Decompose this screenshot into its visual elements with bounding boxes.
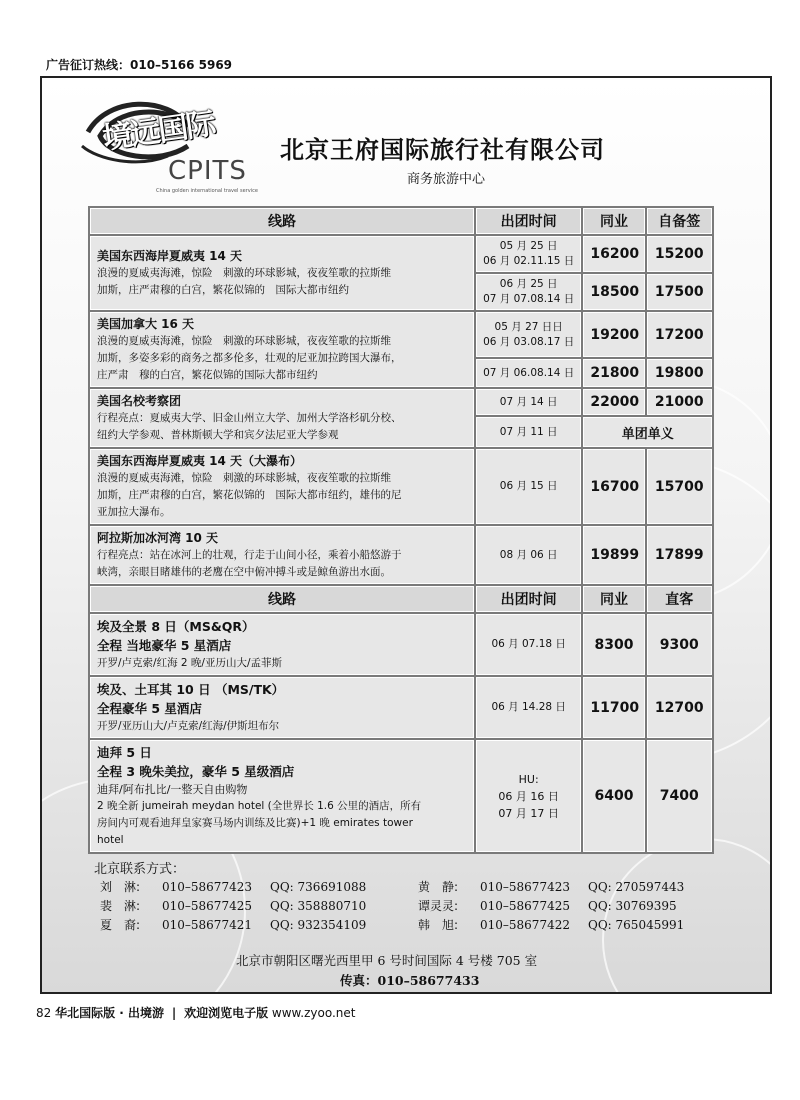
price-own-visa: 17500	[647, 274, 712, 310]
logo-english-text: CPITS	[168, 156, 247, 186]
contact-row	[100, 916, 366, 933]
route-title: 埃及全景 8 日（MS&QR）	[97, 619, 255, 634]
route-desc: 行程亮点：夏威夷大学、旧金山州立大学、加州大学洛杉矶分校、	[97, 412, 402, 424]
route-cell	[90, 677, 474, 738]
departure-date: 08 月 06 日	[476, 526, 581, 584]
route-desc: hotel	[97, 834, 124, 846]
route-title: 美国东西海岸夏威夷 14 天（大瀑布）	[97, 454, 303, 468]
price-own-visa: 21000	[647, 389, 712, 415]
price-trade: 18500	[583, 274, 644, 310]
route-title: 美国加拿大 16 天	[97, 317, 195, 331]
header-departure: 出团时间	[476, 208, 581, 234]
business-center: 商务旅游中心	[407, 172, 486, 187]
route-title: 埃及、土耳其 10 日 （MS/TK）	[97, 682, 285, 697]
logo-chinese-text: 境远国际	[100, 106, 217, 157]
company-name: 北京王府国际旅行社有限公司	[280, 136, 605, 164]
route-desc: 开罗/亚历山大/卢克索/红海/伊斯坦布尔	[97, 720, 280, 732]
header-direct-price: 直客	[647, 586, 712, 612]
contact-phone: 010–58677421	[162, 918, 252, 932]
route-title: 阿拉斯加冰河湾 10 天	[97, 531, 219, 545]
contact-phone: 010–58677423	[162, 880, 252, 894]
header-trade-price: 同业	[583, 586, 644, 612]
table-header-row	[90, 586, 712, 612]
contact-qq: QQ: 358880710	[270, 899, 367, 913]
route-subtitle: 全程 当地豪华 5 星酒店	[97, 638, 232, 653]
table-row	[90, 312, 712, 357]
company-logo	[64, 96, 258, 196]
ad-frame	[40, 76, 772, 994]
price-trade: 16700	[583, 449, 644, 524]
route-desc: 浪漫的夏威夷海滩，惊险 刺激的环球影城，夜夜笙歌的拉斯维	[97, 267, 391, 279]
header-own-visa: 自备签	[647, 208, 712, 234]
price-direct: 9300	[647, 614, 712, 675]
departure-date: 06 月 16 日	[498, 789, 559, 803]
route-cell	[90, 449, 474, 524]
price-trade: 8300	[583, 614, 644, 675]
departure-date: 06 月 14.28 日	[476, 677, 581, 738]
logo-subtitle: China golden international travel service	[156, 188, 258, 194]
route-desc: 加斯，多姿多彩的商务之都多伦多，壮观的尼亚加拉跨国大瀑布，	[97, 352, 402, 364]
page-footer	[36, 1004, 355, 1021]
table-row	[90, 677, 712, 738]
departure-date: 05 月 27 日日	[494, 320, 563, 333]
route-cell	[90, 740, 474, 852]
price-own-visa: 15700	[647, 449, 712, 524]
departure-cell	[476, 274, 581, 310]
departure-date: 06 月 02.11.15 日	[483, 255, 575, 267]
table-row	[90, 389, 712, 415]
route-desc: 开罗/卢克索/红海 2 晚/亚历山大/孟菲斯	[97, 657, 283, 669]
departure-date: 06 月 15 日	[476, 449, 581, 524]
contact-name: 黄 静:	[418, 880, 459, 894]
departure-date: 07 月 07.08.14 日	[483, 293, 575, 305]
table-header-row	[90, 208, 712, 234]
ad-hotline: 广告征订热线：010–5166 5969	[46, 58, 233, 72]
route-title: 美国东西海岸夏威夷 14 天	[97, 249, 243, 263]
departure-date: 05 月 25 日	[499, 240, 558, 252]
route-cell	[90, 236, 474, 310]
route-subtitle: 全程 3 晚朱美拉，豪华 5 星级酒店	[97, 764, 295, 779]
contact-name: 韩 旭:	[418, 918, 459, 932]
departure-date: 06 月 25 日	[499, 278, 558, 290]
route-desc: 房间内可观看迪拜皇家赛马场内训练及比赛)+1 晚 emirates tower	[97, 817, 413, 829]
contact-name: 夏 裔:	[100, 918, 141, 932]
route-title: 迪拜 5 日	[97, 745, 152, 760]
airline-label: HU:	[518, 772, 539, 786]
departure-date: 06 月 03.08.17 日	[483, 335, 575, 348]
contact-row	[100, 897, 366, 914]
price-direct: 7400	[647, 740, 712, 852]
route-cell	[90, 389, 474, 447]
route-desc: 2 晚全新 jumeirah meydan hotel (全世界长 1.6 公里的酒店，所有	[97, 800, 422, 812]
contact-phone: 010–58677425	[162, 899, 252, 913]
route-desc: 庄严肃 穆的白宫，繁花似锦的国际大都市纽约	[97, 369, 318, 381]
route-desc: 加斯，庄严肃穆的白宫，繁花似锦的 国际大都市纽约	[97, 284, 349, 296]
page-number: 82	[36, 1006, 52, 1020]
table-row	[90, 449, 712, 524]
header-route: 线路	[90, 208, 474, 234]
price-trade: 22000	[583, 389, 644, 415]
route-desc: 亚加拉大瀑布。	[97, 506, 171, 518]
departure-cell	[476, 236, 581, 272]
route-desc: 行程亮点：站在冰河上的壮观，行走于山间小径，乘着小船悠游于	[97, 549, 402, 561]
table-row	[90, 614, 712, 675]
table-row	[90, 740, 712, 852]
header-route: 线路	[90, 586, 474, 612]
contact-qq: QQ: 765045991	[588, 918, 685, 932]
route-cell	[90, 312, 474, 387]
price-own-visa: 17200	[647, 312, 712, 357]
departure-cell	[476, 740, 581, 852]
contact-row	[418, 916, 684, 933]
route-subtitle: 全程豪华 5 星酒店	[97, 701, 202, 716]
contact-qq: QQ: 30769395	[588, 899, 677, 913]
departure-date: 07 月 06.08.14 日	[476, 359, 581, 387]
contact-name: 谭灵灵:	[418, 899, 459, 913]
route-desc: 加斯，庄严肃穆的白宫，繁花似锦的 国际大都市纽约，雄伟的尼	[97, 489, 402, 501]
contact-qq: QQ: 932354109	[270, 918, 367, 932]
departure-date: 07 月 11 日	[476, 417, 581, 447]
price-trade: 19200	[583, 312, 644, 357]
price-trade: 21800	[583, 359, 644, 387]
footer-welcome: 欢迎浏览电子版	[184, 1006, 269, 1020]
route-desc: 浪漫的夏威夷海滩，惊险 刺激的环球影城，夜夜笙歌的拉斯维	[97, 335, 391, 347]
price-own-visa: 15200	[647, 236, 712, 272]
price-direct: 12700	[647, 677, 712, 738]
price-own-visa: 17899	[647, 526, 712, 584]
contact-name: 裴 淋:	[100, 899, 141, 913]
price-trade: 6400	[583, 740, 644, 852]
contact-qq: QQ: 270597443	[588, 880, 685, 894]
contact-row	[418, 878, 684, 895]
route-desc: 峡湾，亲眼目睹雄伟的老鹰在空中俯冲搏斗或是鲸鱼游出水面。	[97, 566, 391, 578]
footer-url[interactable]: www.zyoo.net	[271, 1006, 356, 1020]
contact-phone: 010–58677422	[480, 918, 570, 932]
price-trade: 19899	[583, 526, 644, 584]
contact-phone: 010–58677425	[480, 899, 570, 913]
route-title: 美国名校考察团	[97, 394, 182, 408]
contact-row	[100, 878, 366, 895]
table-row	[90, 236, 712, 272]
route-desc: 纽约大学参观、普林斯顿大学和宾夕法尼亚大学参观	[97, 429, 339, 441]
route-cell	[90, 526, 474, 584]
separate-group-visa: 单团单义	[583, 417, 712, 447]
route-desc: 迪拜/阿布扎比/一整天自由购物	[97, 783, 248, 796]
contact-title: 北京联系方式：	[94, 862, 186, 877]
us-routes-table	[88, 206, 714, 854]
price-trade: 11700	[583, 677, 644, 738]
fax-number: 传真：010–58677433	[340, 973, 480, 988]
route-cell	[90, 614, 474, 675]
magazine-section: 华北国际版 · 出境游	[55, 1006, 165, 1020]
contact-phone: 010–58677423	[480, 880, 570, 894]
price-own-visa: 19800	[647, 359, 712, 387]
table-row	[90, 526, 712, 584]
office-address: 北京市朝阳区曙光西里甲 6 号时间国际 4 号楼 705 室	[236, 953, 538, 968]
contact-name: 刘 淋:	[100, 880, 141, 894]
price-trade: 16200	[583, 236, 644, 272]
departure-date: 07 月 17 日	[498, 806, 559, 820]
contact-row	[418, 897, 677, 914]
route-desc: 浪漫的夏威夷海滩，惊险 刺激的环球影城，夜夜笙歌的拉斯维	[97, 472, 391, 484]
header-departure: 出团时间	[476, 586, 581, 612]
header-trade-price: 同业	[583, 208, 644, 234]
contact-qq: QQ: 736691088	[270, 880, 367, 894]
footer-separator: |	[171, 1006, 177, 1020]
departure-date: 07 月 14 日	[476, 389, 581, 415]
departure-cell	[476, 312, 581, 357]
departure-date: 06 月 07.18 日	[476, 614, 581, 675]
